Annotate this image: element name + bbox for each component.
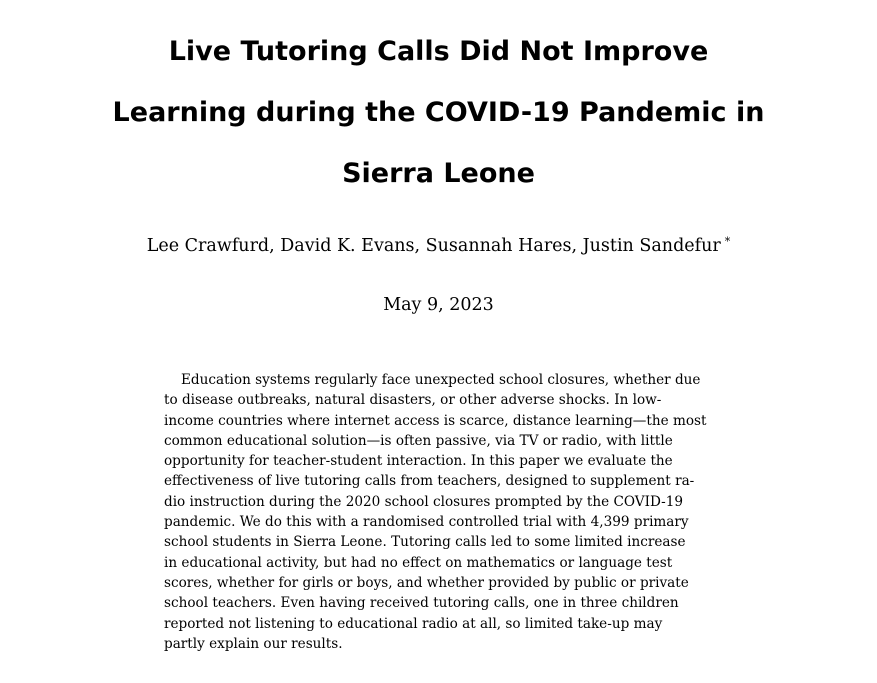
abstract-line: income countries where internet access is scarce, distance learning—the most: [164, 412, 707, 429]
author-names: Lee Crawfurd, David K. Evans, Susannah Hares, Justin Sandefur: [146, 236, 721, 256]
author-footnote-mark[interactable]: *: [724, 235, 731, 248]
abstract-line: Education systems regularly face unexpected school closures, whether due: [181, 372, 701, 388]
abstract-line: scores, whether for girls or boys, and whether provided by public or private: [164, 574, 689, 591]
abstract-line: school teachers. Even having received tutoring calls, one in three children: [164, 595, 679, 612]
publication-date: May 9, 2023: [383, 295, 494, 315]
author-list: [0, 235, 877, 257]
abstract-line: opportunity for teacher-student interaction. In this paper we evaluate the: [164, 453, 673, 470]
paper-title-line-1: Live Tutoring Calls Did Not Improve: [168, 36, 709, 67]
paper-title-line-3: Sierra Leone: [342, 158, 535, 189]
abstract-line: common educational solution—is often passive, via TV or radio, with little: [164, 432, 673, 449]
abstract-line: dio instruction during the 2020 school closures prompted by the COVID-19: [164, 493, 684, 510]
abstract-line: partly explain our results.: [164, 635, 343, 652]
abstract: [164, 370, 724, 654]
abstract-line: school students in Sierra Leone. Tutoring calls led to some limited increase: [164, 534, 686, 551]
abstract-line: reported not listening to educational radio at all, so limited take-up may: [164, 615, 663, 632]
abstract-line: in educational activity, but had no effect on mathematics or language test: [164, 554, 673, 571]
paper-title-line-2: Learning during the COVID-19 Pandemic in: [112, 97, 765, 128]
abstract-line: to disease outbreaks, natural disasters, or other adverse shocks. In low-: [164, 392, 662, 409]
abstract-line: effectiveness of live tutoring calls from teachers, designed to supplement ra-: [164, 473, 695, 490]
abstract-line: pandemic. We do this with a randomised controlled trial with 4,399 primary: [164, 514, 689, 531]
